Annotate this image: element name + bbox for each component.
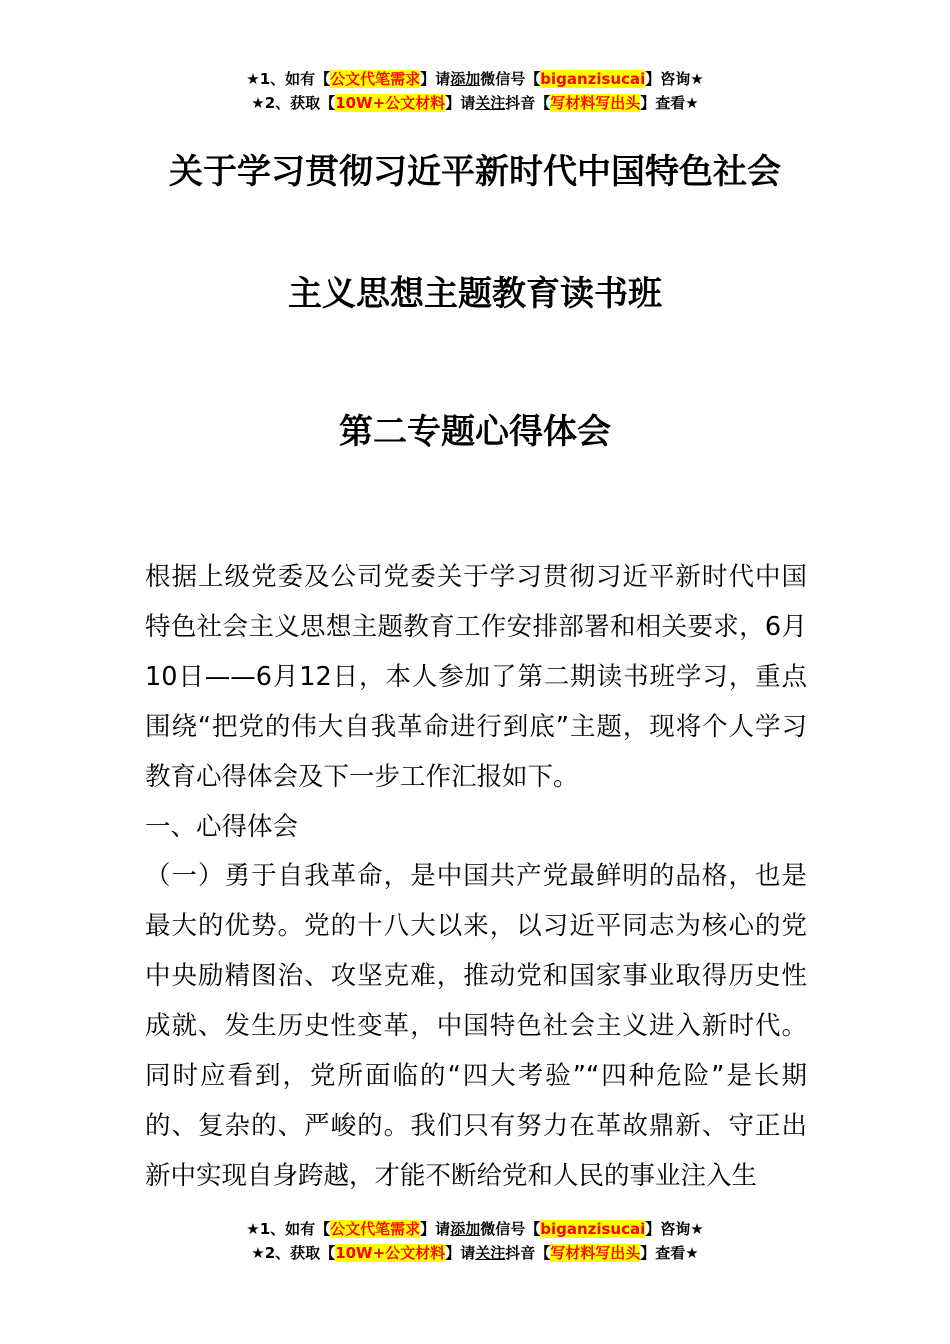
banner-text: 】请 bbox=[445, 94, 476, 112]
banner-highlight: 公文代笔需求 bbox=[330, 1220, 421, 1238]
banner-highlight: 写材料写出头 bbox=[550, 1244, 641, 1262]
banner-text: 抖音【 bbox=[505, 1244, 551, 1262]
banner-text: 】咨询★ bbox=[645, 70, 704, 88]
document-title-line-1: 关于学习贯彻习近平新时代中国特色社会 bbox=[169, 152, 781, 192]
banner-highlight: 写材料写出头 bbox=[550, 94, 641, 112]
banner-highlight: 公文代笔需求 bbox=[330, 70, 421, 88]
section-heading: 一、心得体会 bbox=[145, 811, 299, 842]
banner-text: 抖音【 bbox=[505, 94, 551, 112]
banner-underlined: 添加 bbox=[450, 70, 481, 88]
intro-paragraph: 根据上级党委及公司党委关于学习贯彻习近平新时代中国特色社会主义思想主题教育工作安排部署和相关要求，6月10日——6月12日，本人参加了第二期读书班学习，重点围绕“把党的伟大自我革命进行到底”主题，现将个人学习教育心得体会及下一步工作汇报如下。 bbox=[145, 562, 807, 792]
banner-line-2 bbox=[0, 1241, 950, 1265]
banner-text: 】查看★ bbox=[640, 1244, 699, 1262]
banner-text: ★1、如有【 bbox=[246, 70, 331, 88]
banner-text: 】请 bbox=[420, 1220, 451, 1238]
banner-text: ★2、获取【 bbox=[251, 1244, 336, 1262]
banner-line-1 bbox=[0, 67, 950, 91]
banner-text: 】咨询★ bbox=[645, 1220, 704, 1238]
banner-highlight: biganzisucai bbox=[540, 1220, 646, 1238]
banner-highlight: 10W+公文材料 bbox=[335, 94, 446, 112]
banner-highlight: biganzisucai bbox=[540, 70, 646, 88]
banner-text: 】查看★ bbox=[640, 94, 699, 112]
banner-text: 】请 bbox=[445, 1244, 476, 1262]
document-title-line-2: 主义思想主题教育读书班 bbox=[288, 274, 662, 314]
banner-text: ★1、如有【 bbox=[246, 1220, 331, 1238]
document-title-line-3: 第二专题心得体会 bbox=[339, 412, 611, 452]
banner-highlight: 10W+公文材料 bbox=[335, 1244, 446, 1262]
banner-line-2 bbox=[0, 91, 950, 115]
banner-underlined: 关注 bbox=[475, 94, 506, 112]
banner-text: 】请 bbox=[420, 70, 451, 88]
banner-underlined: 添加 bbox=[450, 1220, 481, 1238]
banner-text: ★2、获取【 bbox=[251, 94, 336, 112]
banner-underlined: 关注 bbox=[475, 1244, 506, 1262]
header-banner bbox=[0, 67, 950, 115]
document-body bbox=[145, 553, 807, 1202]
banner-line-1 bbox=[0, 1217, 950, 1241]
footer-banner bbox=[0, 1217, 950, 1265]
banner-text: 微信号【 bbox=[480, 70, 541, 88]
banner-text: 微信号【 bbox=[480, 1220, 541, 1238]
body-paragraph: （一）勇于自我革命，是中国共产党最鲜明的品格，也是最大的优势。党的十八大以来，以习近平同志为核心的党中央励精图治、攻坚克难，推动党和国家事业取得历史性成就、发生历史性变革，中国特色社会主义进入新时代。同时应看到，党所面临的“四大考验”“四种危险”是长期的、复杂的、严峻的。我们只有努力在革故鼎新、守正出新中实现自身跨越，才能不断给党和人民的事业注入生 bbox=[145, 861, 807, 1191]
